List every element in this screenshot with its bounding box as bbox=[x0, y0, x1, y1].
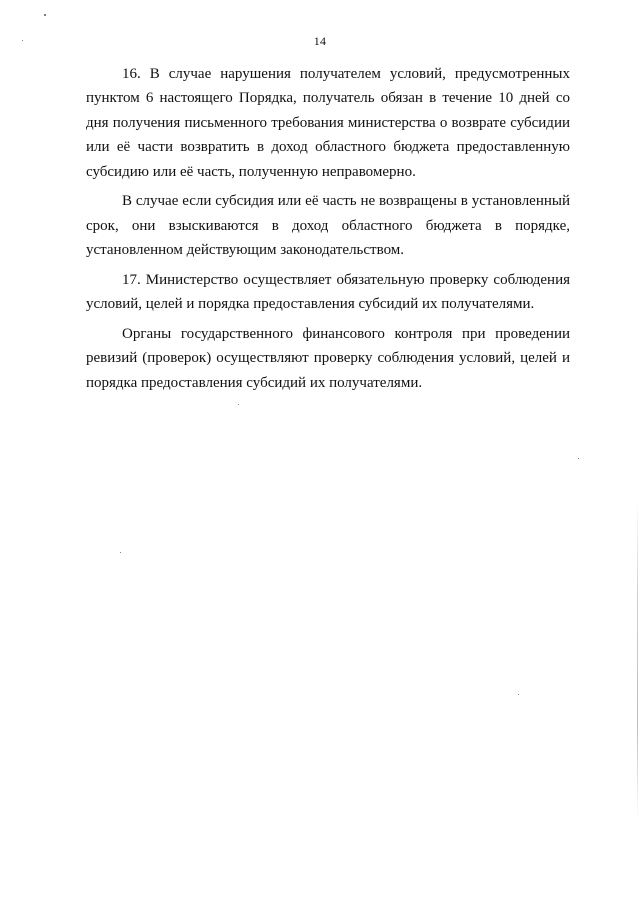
paragraph-16: 16. В случае нарушения получателем условий, предусмотренных пунктом 6 настоящего Порядка, получатель обязан в течение 10 дней со дня получения письменного требования министерства о возврате субсидии или её части возвратить в доход областного бюджета предоставленную субсидию или её часть, полученную неправомерно. bbox=[86, 66, 570, 180]
scan-speck bbox=[22, 40, 23, 41]
scan-speck bbox=[120, 552, 121, 553]
scan-speck bbox=[44, 14, 46, 16]
scan-edge-line bbox=[637, 500, 638, 820]
scan-speck bbox=[238, 404, 239, 405]
scan-speck bbox=[518, 694, 519, 695]
paragraph-financial-control: Органы государственного финансового контроля при проведении ревизий (проверок) осуществляют проверку соблюдения условий, целей и порядка предоставления субсидий их получателями. bbox=[86, 325, 570, 391]
page-number: 14 bbox=[313, 34, 327, 48]
paragraph-subsidy-recovery: В случае если субсидия или её часть не возвращены в установленный срок, они взыскиваются в доход областного бюджета в порядке, установленном действующим законодательством. bbox=[86, 193, 570, 259]
paragraph-17: 17. Министерство осуществляет обязательную проверку соблюдения условий, целей и порядка предоставления субсидий их получателями. bbox=[86, 271, 570, 313]
document-body bbox=[86, 62, 570, 400]
scan-speck bbox=[578, 458, 579, 459]
